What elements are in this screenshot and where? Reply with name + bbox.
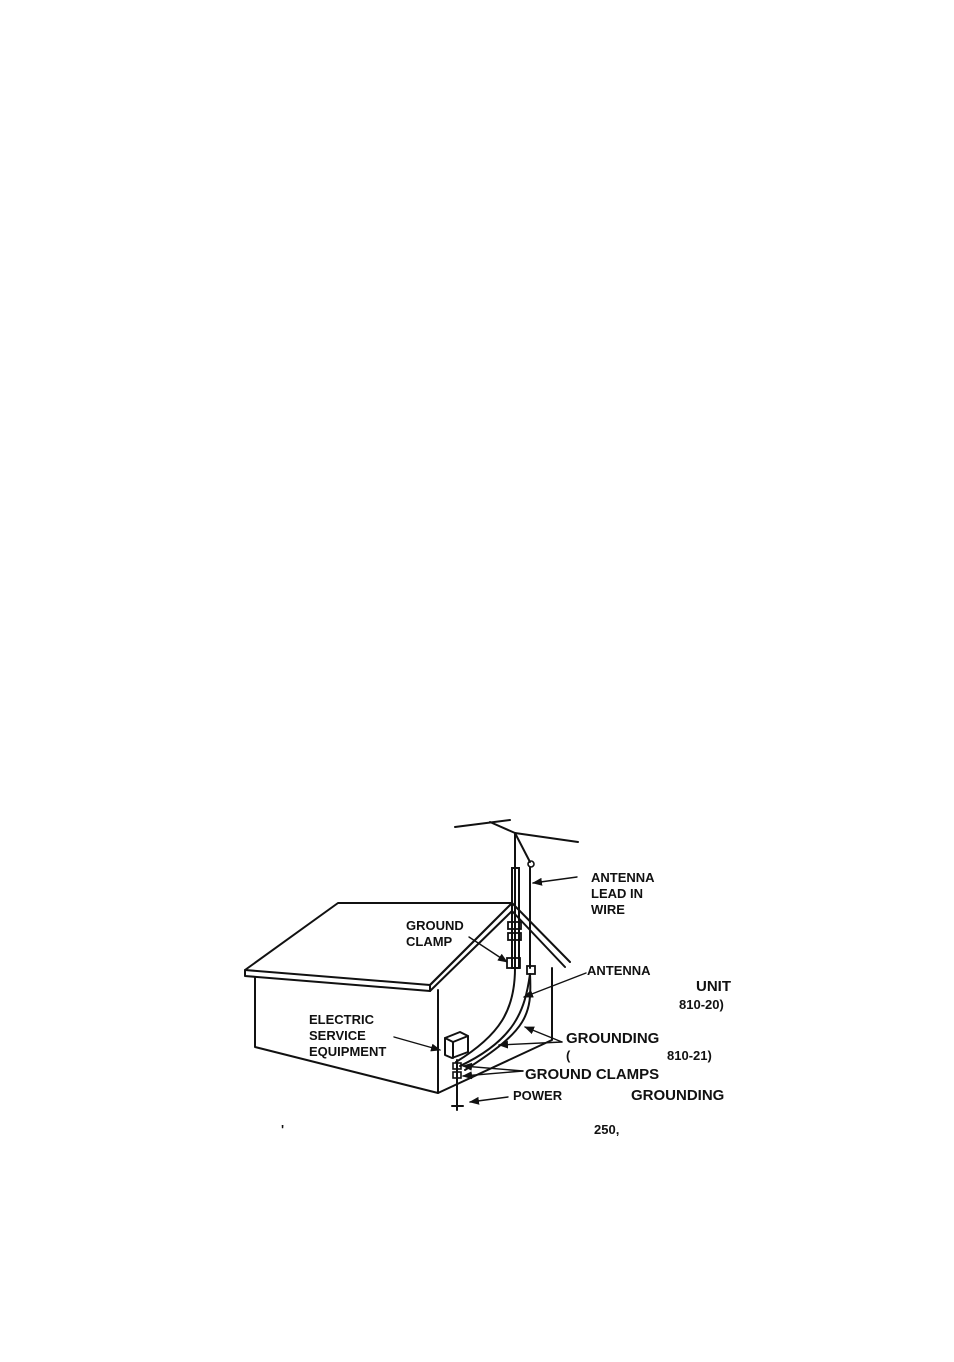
label-antenna-lead-in-wire <box>591 870 655 917</box>
footnote-text: 250, <box>594 1122 620 1137</box>
label-text: EQUIPMENT <box>309 1044 387 1059</box>
electric-service-box <box>445 1032 468 1058</box>
label-text: ( <box>566 1048 571 1063</box>
label-text: GROUND <box>406 918 464 933</box>
label-ground-clamps: GROUND CLAMPS <box>525 1066 660 1083</box>
label-text: GROUNDING <box>631 1087 725 1104</box>
antenna <box>455 820 578 968</box>
label-text: ELECTRIC <box>309 1012 374 1027</box>
label-text: POWER <box>513 1088 563 1103</box>
label-text: WIRE <box>591 902 625 917</box>
label-text: ANTENNA <box>591 870 655 885</box>
footnote-text: ' <box>281 1122 285 1137</box>
label-grounding-conductors <box>566 1030 712 1063</box>
label-text: CLAMP <box>406 934 453 949</box>
label-ground-clamp <box>406 918 464 949</box>
label-text: GROUNDING <box>566 1030 660 1047</box>
label-text: SERVICE <box>309 1028 366 1043</box>
label-electric-service-equipment <box>309 1012 386 1059</box>
label-power-service-grounding <box>513 1087 724 1104</box>
label-text: 810-21) <box>667 1048 712 1063</box>
label-text: LEAD IN <box>591 886 643 901</box>
label-antenna-discharge-unit <box>587 963 731 1012</box>
footnote <box>281 1122 619 1137</box>
label-text: 810-20) <box>679 997 724 1012</box>
label-text: UNIT <box>696 978 731 995</box>
label-text: ANTENNA <box>587 963 651 978</box>
